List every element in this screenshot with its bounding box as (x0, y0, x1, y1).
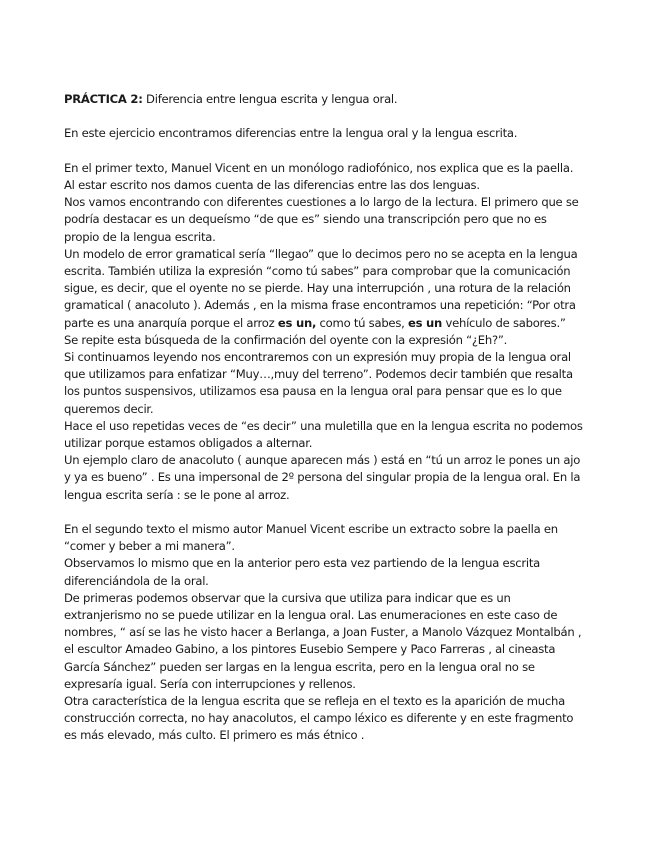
s1-paragraph-5: Si continuamos leyendo nos encontraremos con un expresión muy propia de la lengua oral que utilizamos para enfatizar “Muy…,muy del terreno”. Podemos decir también que resalta los puntos suspensivos, utilizamos esa pausa en la lengua oral para pensar que es lo que queremos decir. (64, 350, 573, 416)
s2-paragraph-4: Otra característica de la lengua escrita que se refleja en el texto es la aparición de mucha construcción correcta, no hay anacolutos, el campo léxico es diferente y en este fragmento es más elevado, más culto. El primero es más étnico . (64, 694, 574, 743)
s1-p3-bold-2: es un (407, 315, 443, 330)
spacer (64, 143, 584, 160)
s2-paragraph-3: De primeras podemos observar que la cursiva que utiliza para indicar que es un extranjerismo no se puede utilizar en la lengua oral. Las enumeraciones en este caso de nombres, “ así se las he visto hacer a Berlanga, a Joan Fuster, a Manolo Vázquez Montalbán , el escultor Amadeo Gabino, a los pintores Eusebio Sempere y Paco Farreras , al cineasta García Sánchez” pueden ser largas en la lengua escrita, pero en la lengua oral no se expresaría igual. Sería con interrupciones y rellenos. (64, 590, 582, 691)
title-rest: Diferencia entre lengua escrita y lengua oral. (142, 92, 398, 106)
s1-paragraph-4: Se repite esta búsqueda de la confirmación del oyente con la expresión “¿Eh?”. (64, 332, 508, 347)
s1-p3-end: vehículo de sabores.” (442, 315, 566, 330)
spacer (64, 108, 584, 125)
document-title (64, 91, 584, 108)
s2-paragraph-1: En el segundo texto el mismo autor Manuel Vicent escribe un extracto sobre la paella en “comer y beber a mi manera”. (64, 522, 558, 554)
document-body (64, 91, 584, 745)
spacer (64, 504, 584, 521)
s1-paragraph-2: Nos vamos encontrando con diferentes cuestiones a lo largo de la lectura. El primero que se podría destacar es un dequeísmo “de que es” siendo una transcripción pero que no es propio de la lengua escrita. (64, 195, 579, 244)
s1-p3-text: Un modelo de error gramatical sería “llegao” que lo decimos pero no se acepta en la lengua escrita. También utiliza la expresión “como tú sabes” para comprobar que la comunicación sigue, es decir, que el oyente no se pierde. Hay una interrupción , una rotura de la relación gramatical ( anacoluto ). Además , en la misma frase encontramos una repetición: “Por otra parte es una anarquía porque el arroz (64, 246, 578, 330)
s1-p3-bold-1: es un, (277, 315, 317, 330)
s1-paragraph-3 (64, 246, 584, 332)
s1-p3-mid: como tú sabes, (316, 315, 408, 330)
s1-paragraph-7: Un ejemplo claro de anacoluto ( aunque aparecen más ) está en “tú un arroz le pones un ajo y ya es bueno” . Es una impersonal de 2º persona del singular propia de la lengua oral. En la lengua escrita sería : se le pone al arroz. (64, 453, 581, 502)
s1-paragraph-6: Hace el uso repetidas veces de “es decir” una muletilla que en la lengua escrita no podemos utilizar porque estamos obligados a alternar. (64, 418, 583, 451)
intro-paragraph: En este ejercicio encontramos diferencias entre la lengua oral y la lengua escrita. (64, 126, 518, 141)
s2-paragraph-2: Observamos lo mismo que en la anterior pero esta vez partiendo de la lengua escrita diferenciándola de la oral. (64, 556, 540, 588)
s1-paragraph-1: En el primer texto, Manuel Vicent en un monólogo radiofónico, nos explica que es la paella. Al estar escrito nos damos cuenta de las diferencias entre las dos lenguas. (64, 160, 574, 192)
title-bold: PRÁCTICA 2: (64, 92, 143, 106)
